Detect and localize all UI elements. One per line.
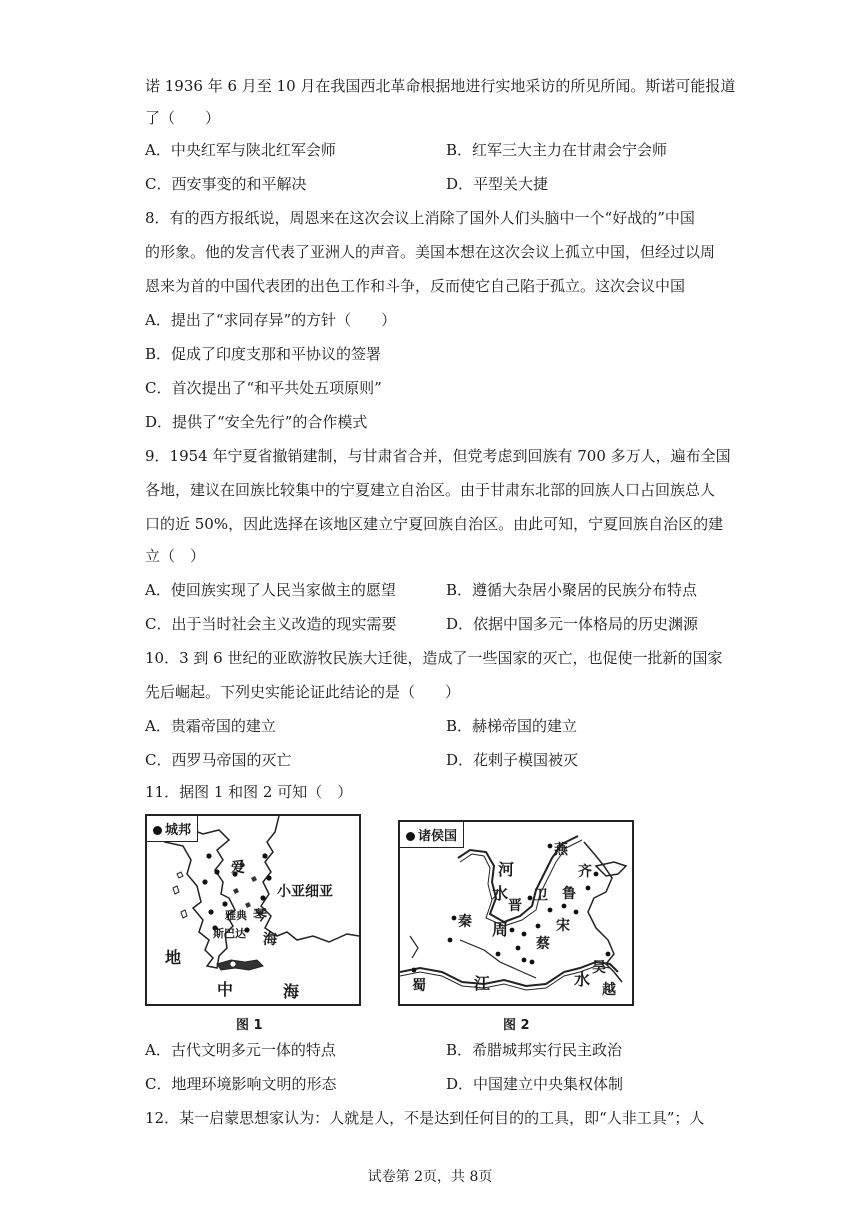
city-state-dot-icon bbox=[153, 826, 162, 835]
fig2-label-wei: 卫 bbox=[534, 888, 548, 904]
figure-1-legend bbox=[147, 816, 198, 842]
q11-option-b: B．希腊城邦实行民主政治 bbox=[446, 1041, 623, 1059]
vassal-state-dot-icon bbox=[406, 832, 415, 841]
q12-stem-line-1: 12．某一启蒙思想家认为：人就是人，不是达到任何目的的工具，即“人非工具”；人 bbox=[145, 1109, 705, 1127]
figure-1-caption: 图 1 bbox=[236, 1018, 263, 1033]
figure-2-caption: 图 2 bbox=[503, 1018, 530, 1033]
q10-stem-line-1: 10．3 到 6 世纪的亚欧游牧民族大迁徙，造成了一些国家的灭亡，也促使一批新的国家 bbox=[145, 649, 723, 667]
fig1-label-asia-minor: 小亚细亚 bbox=[277, 884, 333, 900]
figure-2-legend bbox=[400, 822, 464, 848]
q9-stem-line-2: 各地，建议在回族比较集中的宁夏建立自治区。由于甘肃东北部的回族人口占回族总人 bbox=[145, 481, 716, 499]
fig2-label-jiang: 江 bbox=[474, 974, 491, 993]
q9-option-a: A．使回族实现了人民当家做主的愿望 bbox=[145, 581, 396, 599]
q8-stem-line-3: 恩来为首的中国代表团的出色工作和斗争，反而使它自己陷于孤立。这次会议中国 bbox=[145, 277, 686, 295]
q9-option-b: B．遵循大杂居小聚居的民族分布特点 bbox=[446, 581, 698, 599]
fig2-label-song: 宋 bbox=[556, 918, 570, 934]
fig2-label-shui-yangtze: 水 bbox=[574, 970, 591, 989]
q9-option-c: C．出于当时社会主义改造的现实需要 bbox=[145, 615, 397, 633]
q9-stem-line-1: 9．1954 年宁夏省撤销建制，与甘肃省合并，但党考虑到回族有 700 多万人，遍布全国 bbox=[145, 447, 731, 465]
q11-stem: 11．据图 1 和图 2 可知（ ） bbox=[145, 783, 353, 801]
fig1-label-di: 地 bbox=[165, 948, 182, 967]
q10-stem-line-2: 先后崛起。下列史实能论证此结论的是（ ） bbox=[145, 683, 461, 701]
q10-option-c: C．西罗马帝国的灭亡 bbox=[145, 751, 292, 769]
fig1-label-zhong: 中 bbox=[217, 980, 234, 999]
q7-option-d: D．平型关大捷 bbox=[446, 175, 549, 193]
q7-option-b: B．红军三大主力在甘肃会宁会师 bbox=[446, 141, 668, 159]
q9-option-d: D．依据中国多元一体格局的历史渊源 bbox=[446, 615, 699, 633]
q10-option-d: D．花剌子模国被灭 bbox=[446, 751, 579, 769]
fig2-label-shu: 蜀 bbox=[412, 978, 426, 994]
fig2-label-qi: 齐 bbox=[578, 864, 592, 880]
fig2-label-he: 河 bbox=[498, 860, 515, 879]
q9-stem-line-4: 立（ ） bbox=[145, 547, 206, 565]
fig2-label-cai: 蔡 bbox=[536, 936, 550, 952]
q8-stem-line-2: 的形象。他的发言代表了亚洲人的声音。美国本想在这次会议上孤立中国，但经过以周 bbox=[145, 243, 716, 261]
fig2-label-lu: 鲁 bbox=[562, 886, 576, 902]
q8-option-a: A．提出了“求同存异”的方针（ ） bbox=[145, 311, 397, 329]
fig2-label-qin: 秦 bbox=[458, 914, 472, 930]
q10-option-a: A．贵霜帝国的建立 bbox=[145, 717, 276, 735]
fig1-label-hai-aegean: 海 bbox=[263, 932, 277, 948]
figure-1-greece-map bbox=[145, 814, 361, 1006]
figure-2-china-map bbox=[398, 820, 634, 1006]
q7-stem-line-1: 诺 1936 年 6 月至 10 月在我国西北革命根据地进行实地采访的所见所闻。斯诺可能报道 bbox=[145, 77, 736, 95]
fig2-label-yan: 燕 bbox=[554, 842, 568, 858]
fig1-label-sparta: 斯巴达 bbox=[213, 927, 246, 940]
figure-1-legend-label: 城邦 bbox=[165, 823, 192, 838]
q11-option-a: A．古代文明多元一体的特点 bbox=[145, 1041, 336, 1059]
q7-stem-line-2: 了（ ） bbox=[145, 109, 221, 127]
q8-option-b: B．促成了印度支那和平协议的签署 bbox=[145, 345, 382, 363]
fig2-label-shui-river: 水 bbox=[492, 884, 509, 903]
q11-option-d: D．中国建立中央集权体制 bbox=[446, 1075, 624, 1093]
q8-option-d: D．提供了“安全先行”的合作模式 bbox=[145, 413, 368, 431]
q11-option-c: C．地理环境影响文明的形态 bbox=[145, 1075, 337, 1093]
fig2-label-jin: 晋 bbox=[508, 898, 522, 914]
q8-stem-line-1: 8．有的西方报纸说，周恩来在这次会议上消除了国外人们头脑中一个“好战的”中国 bbox=[145, 209, 695, 227]
fig1-label-athens: 雅典 bbox=[225, 909, 247, 922]
q9-stem-line-3: 口的近 50%，因此选择在该地区建立宁夏回族自治区。由此可知，宁夏回族自治区的建 bbox=[145, 515, 724, 533]
fig1-label-qin: 琴 bbox=[253, 908, 267, 924]
q7-option-c: C．西安事变的和平解决 bbox=[145, 175, 307, 193]
fig1-label-hai-mediterranean: 海 bbox=[283, 982, 300, 1001]
fig2-label-zhou: 周 bbox=[492, 920, 509, 939]
q7-option-a: A．中央红军与陕北红军会师 bbox=[145, 141, 336, 159]
fig2-label-wu: 吴 bbox=[592, 960, 606, 976]
q10-option-b: B．赫梯帝国的建立 bbox=[446, 717, 578, 735]
q8-option-c: C．首次提出了“和平共处五项原则” bbox=[145, 379, 382, 397]
fig1-label-ai: 爱 bbox=[231, 860, 245, 876]
fig2-label-yue: 越 bbox=[602, 982, 616, 998]
figure-2-legend-label: 诸侯国 bbox=[418, 829, 458, 844]
page-footer: 试卷第 2页，共 8页 bbox=[367, 1169, 493, 1185]
